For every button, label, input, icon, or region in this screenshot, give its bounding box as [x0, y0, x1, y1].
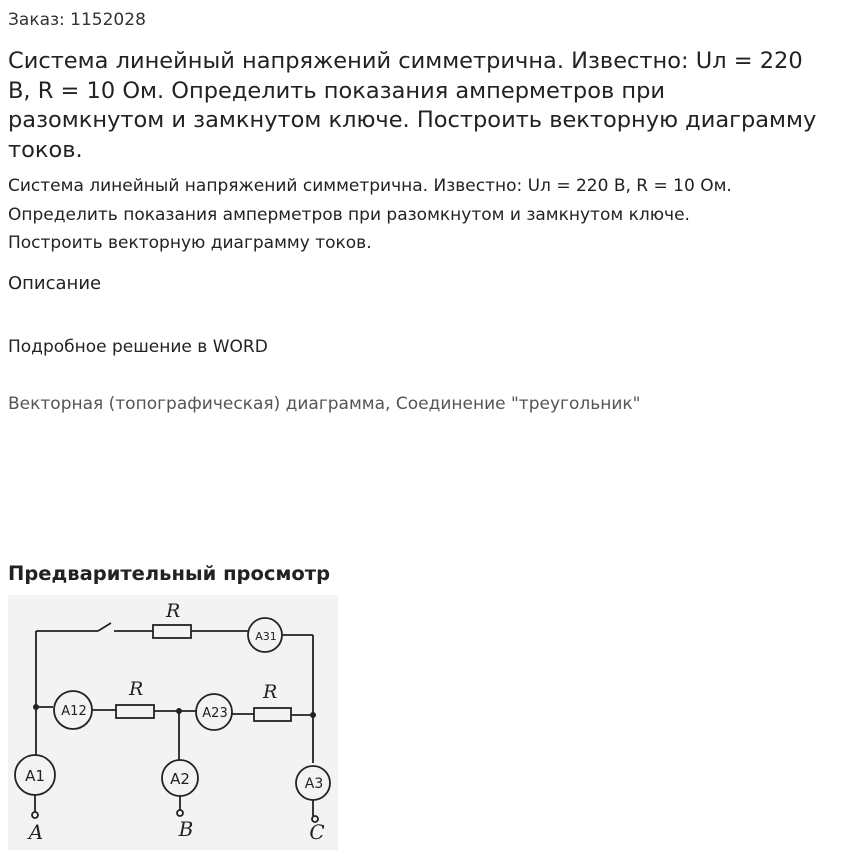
circuit-preview-image — [8, 595, 338, 850]
order-number: Заказ: 1152028 — [8, 10, 146, 30]
solution-text: Подробное решение в WORD — [8, 337, 268, 357]
ammeter-label: A3 — [304, 776, 324, 792]
terminal-label: A — [28, 820, 44, 844]
description-line: Построить векторную диаграмму токов. — [8, 233, 372, 253]
description-line: Система линейный напряжений симметрична. Известно: Uл = 220 В, R = 10 Ом. — [8, 176, 732, 196]
resistor-label: R — [263, 681, 278, 703]
ammeter-label: A31 — [255, 630, 277, 643]
ammeter-label: A1 — [25, 767, 45, 785]
resistor-label: R — [166, 600, 181, 622]
terminal-label: C — [309, 820, 325, 844]
circuit-diagram — [8, 595, 338, 850]
resistor-label: R — [129, 678, 144, 700]
terminal-label: B — [178, 817, 194, 841]
description-line: Определить показания амперметров при разомкнутом и замкнутом ключе. — [8, 204, 690, 225]
description-text — [8, 172, 838, 258]
ammeter-label: A23 — [202, 706, 228, 721]
page-title: Система линейный напряжений симметрична. Известно: Uл = 220 В, R = 10 Ом. Определить показания амперметров при разомкнутом и замкнутом ключе. Построить векторную диаграмму токов. — [8, 48, 817, 163]
tags-text[interactable]: Векторная (топографическая) диаграмма, Соединение "треугольник" — [8, 394, 641, 414]
ammeter-label: A12 — [61, 704, 87, 719]
preview-heading: Предварительный просмотр — [8, 562, 331, 585]
description-heading: Описание — [8, 273, 102, 294]
ammeter-label: A2 — [170, 770, 190, 788]
